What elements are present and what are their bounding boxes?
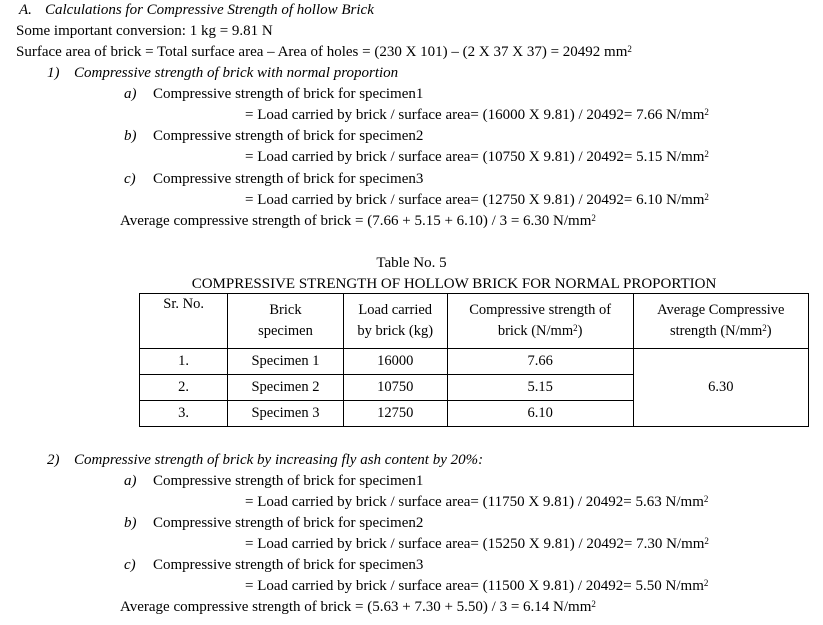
item-label: Compressive strength of brick for specimen1 [153, 473, 424, 489]
superscript: 2 [591, 599, 596, 609]
superscript: 2 [704, 192, 709, 202]
header-text: strength (N/mm [670, 323, 763, 339]
superscript: 2 [704, 536, 709, 546]
item-label: Compressive strength of brick for specimen2 [153, 515, 424, 531]
calc-text: = Load carried by brick / surface area= (11500 X 9.81) / 20492= 5.50 N/mm [245, 578, 704, 594]
table-number: Table No. 5 [376, 255, 447, 271]
section-marker: A. [19, 2, 32, 18]
section-2-marker: 2) [47, 452, 60, 468]
table-cell: 10750 [343, 375, 447, 401]
surface-area-line [16, 44, 632, 61]
average-line [120, 213, 596, 230]
superscript: 2 [703, 494, 709, 504]
table-header-cell [447, 294, 633, 349]
header-text: Compressive strength of [469, 302, 612, 318]
average-line [120, 599, 596, 616]
table-cell: 3. [140, 401, 228, 427]
header-text: ) [577, 323, 583, 339]
table-row [140, 349, 809, 375]
surface-area-text: Surface area of brick = Total surface area – Area of holes = (230 X 101) – (2 X 37 X 37) = 20492 mm [16, 44, 628, 60]
header-text: by brick (kg) [357, 323, 434, 339]
header-text-unit [634, 321, 808, 342]
calc-text: = Load carried by brick / surface area= (16000 X 9.81) / 20492= 7.66 N/mm [245, 107, 705, 123]
table-cell: 12750 [343, 401, 447, 427]
item-marker: b) [124, 515, 137, 531]
item-marker: c) [124, 171, 136, 187]
item-label: Compressive strength of brick for specimen1 [153, 86, 424, 102]
calc-text: = Load carried by brick / surface area= (12750 X 9.81) / 20492= 6.10 N/mm [245, 192, 705, 208]
table-cell: Specimen 3 [228, 401, 344, 427]
table-header-cell [228, 294, 344, 349]
table-header-cell [343, 294, 447, 349]
average-strength-cell: 6.30 [633, 349, 808, 427]
item-label: Compressive strength of brick for specimen3 [153, 557, 424, 573]
item-label: Compressive strength of brick for specimen2 [153, 128, 424, 144]
table-cell: 1. [140, 349, 228, 375]
superscript: 2 [704, 149, 709, 159]
section-1-title: Compressive strength of brick with normal proportion [74, 65, 399, 81]
section-1-marker: 1) [47, 65, 60, 81]
calc-line [245, 494, 708, 511]
item-marker: c) [124, 557, 136, 573]
table-cell: 5.15 [447, 375, 633, 401]
superscript: 2 [591, 213, 596, 223]
table-cell: Specimen 1 [228, 349, 344, 375]
average-text: Average compressive strength of brick = (7.66 + 5.15 + 6.10) / 3 = 6.30 N/mm [120, 213, 592, 229]
header-text: brick (N/mm [497, 323, 574, 339]
header-text-unit [448, 321, 633, 342]
table-header-cell [633, 294, 808, 349]
table-cell: 7.66 [447, 349, 633, 375]
superscript: 2 [703, 578, 709, 588]
superscript: 2 [704, 107, 709, 117]
calc-line [245, 107, 709, 124]
header-text: Brick [269, 302, 302, 318]
table-header-cell [140, 294, 228, 349]
page-heading: Calculations for Compressive Strength of hollow Brick [45, 2, 374, 18]
average-text: Average compressive strength of brick = (5.63 + 7.30 + 5.50) / 3 = 6.14 N/mm [120, 599, 592, 615]
superscript: 2 [627, 44, 632, 54]
table-cell: 6.10 [447, 401, 633, 427]
superscript: 2 [762, 323, 767, 333]
header-text: specimen [258, 323, 313, 339]
header-text: ) [766, 323, 772, 339]
header-text: Load carried [358, 302, 433, 318]
calc-text: = Load carried by brick / surface area= (11750 X 9.81) / 20492= 5.63 N/mm [245, 494, 704, 510]
calc-line [245, 578, 708, 595]
table-cell: Specimen 2 [228, 375, 344, 401]
table-header-row [140, 294, 809, 349]
table-caption: COMPRESSIVE STRENGTH OF HOLLOW BRICK FOR NORMAL PROPORTION [191, 276, 717, 292]
calc-line [245, 536, 709, 553]
table-cell: 2. [140, 375, 228, 401]
calc-line [245, 149, 709, 166]
header-text: Sr. No. [163, 296, 204, 312]
table-cell: 16000 [343, 349, 447, 375]
item-label: Compressive strength of brick for specimen3 [153, 171, 424, 187]
superscript: 2 [573, 323, 578, 333]
results-table [139, 293, 809, 427]
conversion-line: Some important conversion: 1 kg = 9.81 N [16, 23, 273, 39]
item-marker: a) [124, 473, 137, 489]
item-marker: b) [124, 128, 137, 144]
section-2-title: Compressive strength of brick by increasing fly ash content by 20%: [74, 452, 484, 468]
calc-text: = Load carried by brick / surface area= (10750 X 9.81) / 20492= 5.15 N/mm [245, 149, 705, 165]
calc-line [245, 192, 709, 209]
item-marker: a) [124, 86, 137, 102]
calc-text: = Load carried by brick / surface area= (15250 X 9.81) / 20492= 7.30 N/mm [245, 536, 705, 552]
header-text: Average Compressive [657, 302, 785, 318]
